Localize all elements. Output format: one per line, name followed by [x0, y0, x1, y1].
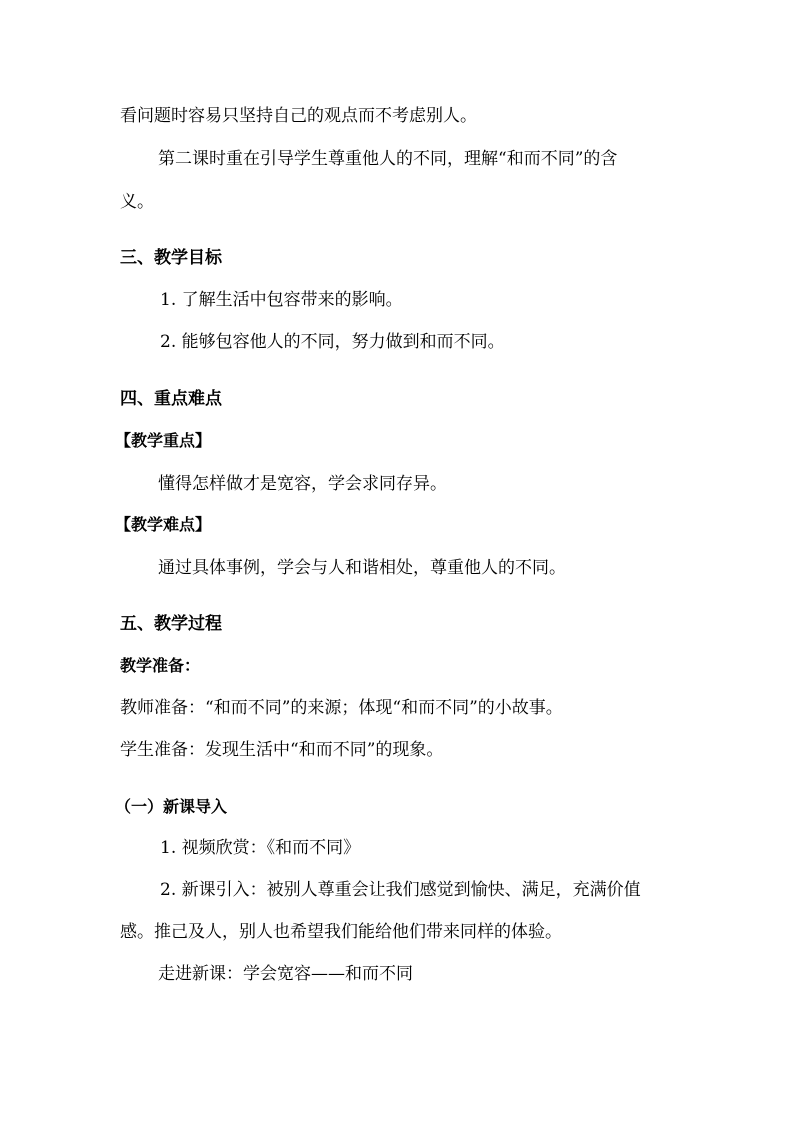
intro-transition: 走进新课：学会宽容——和而不同 [158, 964, 413, 984]
paragraph-continuation: 看问题时容易只坚持自己的观点而不考虑别人。 [120, 106, 477, 126]
intro-item-2-line1: 2. 新课引入：被别人尊重会让我们感觉到愉快、满足，充满价值 [160, 880, 641, 900]
objective-item-1: 1. 了解生活中包容带来的影响。 [160, 290, 403, 310]
difficulty-label: 【教学难点】 [115, 515, 212, 534]
paragraph-second-lesson-line2: 义。 [120, 192, 154, 212]
section-heading-process: 五、教学过程 [120, 614, 222, 634]
section-heading-key-points: 四、重点难点 [120, 389, 222, 409]
intro-item-2-line2: 感。推己及人，别人也希望我们能给他们带来同样的体验。 [120, 922, 562, 942]
subsection-heading-intro: （一）新课导入 [115, 797, 228, 816]
section-heading-objectives: 三、教学目标 [120, 248, 222, 268]
intro-item-1: 1. 视频欣赏：《和而不同》 [160, 838, 361, 858]
difficulty-text: 通过具体事例，学会与人和谐相处，尊重他人的不同。 [158, 558, 566, 578]
objective-item-2: 2. 能够包容他人的不同，努力做到和而不同。 [160, 332, 505, 352]
prep-label: 教学准备： [120, 656, 201, 675]
paragraph-second-lesson-line1: 第二课时重在引导学生尊重他人的不同，理解“和而不同”的含 [158, 149, 618, 169]
key-point-text: 懂得怎样做才是宽容，学会求同存异。 [158, 474, 447, 494]
teacher-prep: 教师准备：“和而不同”的来源；体现“和而不同”的小故事。 [120, 698, 563, 718]
key-point-label: 【教学重点】 [115, 431, 212, 450]
student-prep: 学生准备：发现生活中“和而不同”的现象。 [120, 740, 444, 760]
